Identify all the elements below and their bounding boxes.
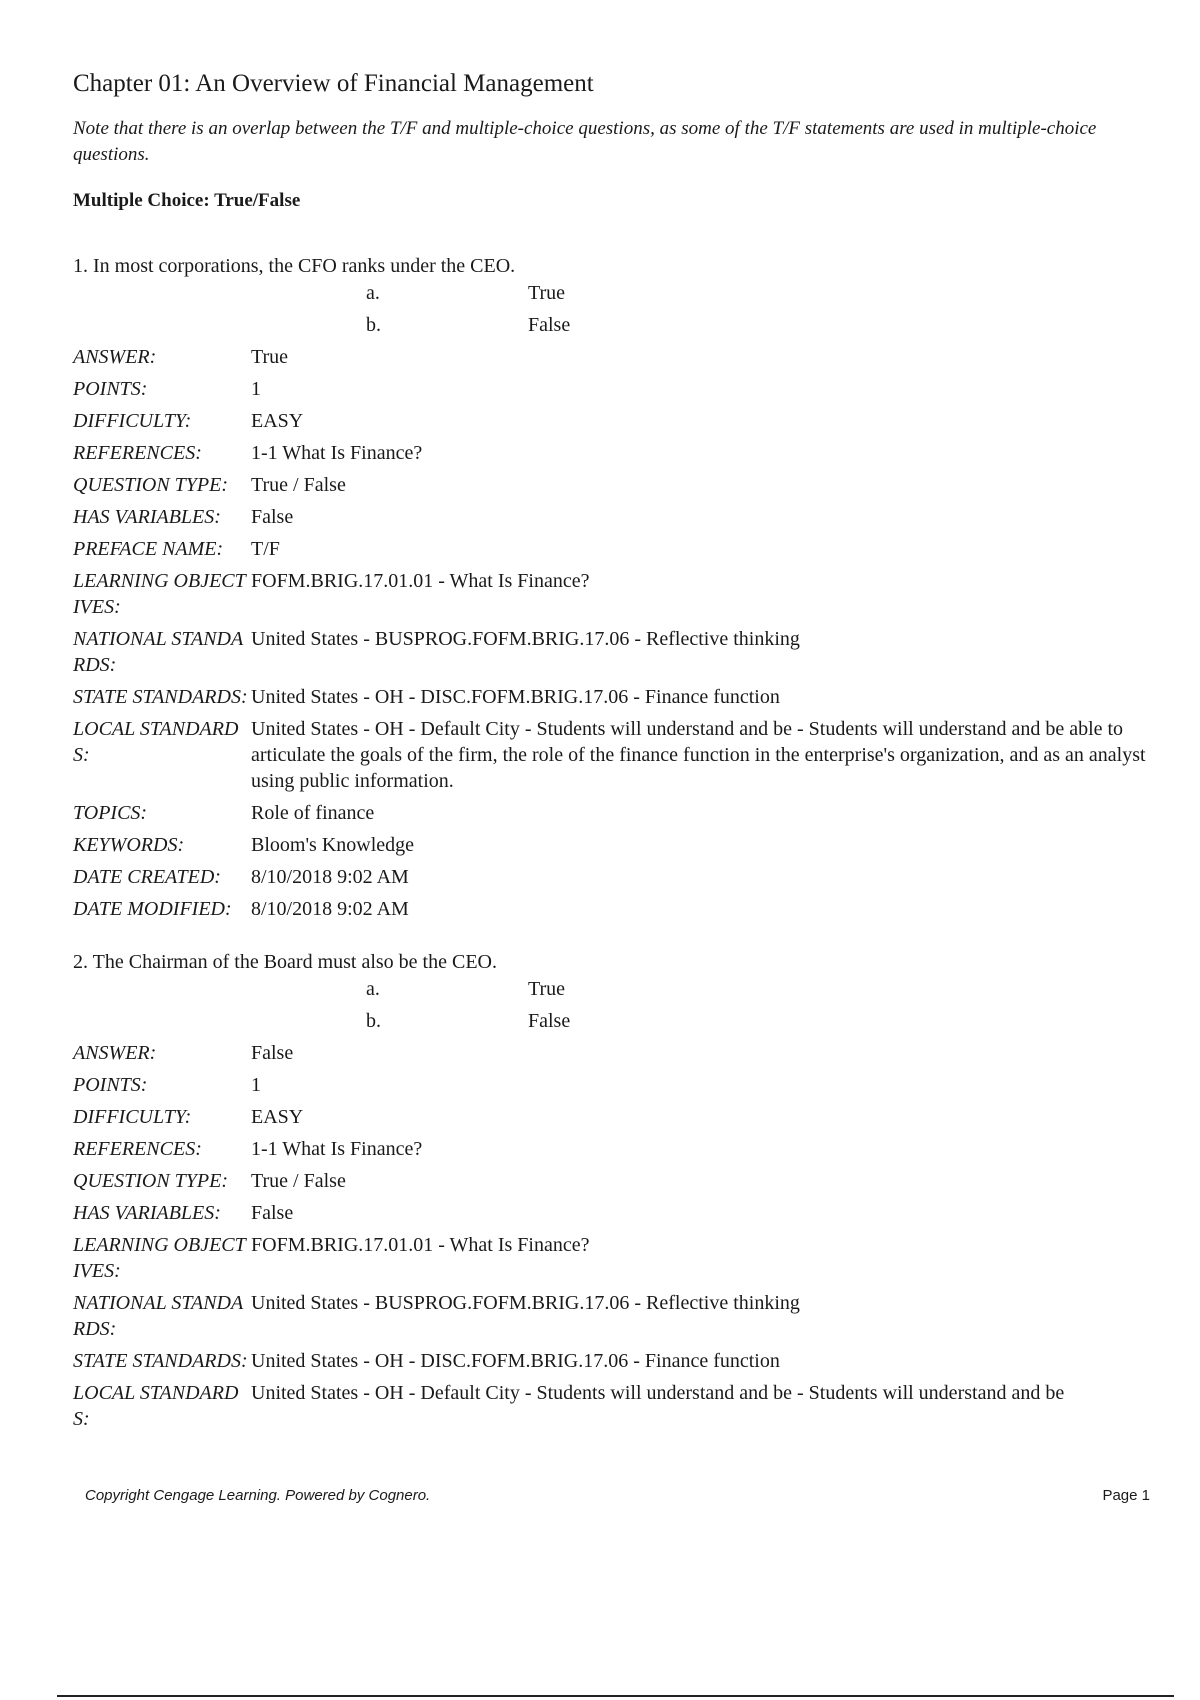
metadata-row [73,832,1153,858]
metadata-value: United States - OH - Default City - Students will understand and be - Students will understand and be [251,1382,1065,1404]
metadata-label: LEARNING OBJECTIVES: [73,1234,246,1282]
metadata-row [73,1104,1153,1130]
question-text: 2. The Chairman of the Board must also be the CEO. [73,951,497,973]
metadata-label: TOPICS: [73,802,148,824]
metadata-label: REFERENCES: [73,442,202,464]
metadata-value: True / False [251,1170,346,1192]
metadata-row [73,440,1153,466]
answer-choice [73,1008,1153,1040]
metadata-value: EASY [251,410,304,432]
metadata-row [73,408,1153,434]
metadata-value: United States - OH - DISC.FOFM.BRIG.17.06 - Finance function [251,1350,780,1372]
metadata-row [73,344,1153,370]
choice-text: False [528,1010,571,1032]
metadata-value: 1-1 What Is Finance? [251,1138,423,1160]
metadata-row [73,376,1153,402]
metadata-value: United States - OH - DISC.FOFM.BRIG.17.06 - Finance function [251,686,780,708]
metadata-value: 1-1 What Is Finance? [251,442,423,464]
choice-letter: b. [366,314,381,336]
metadata-value: True [251,346,289,368]
metadata-value: False [251,1202,294,1224]
metadata-row [73,1200,1153,1226]
metadata-label: ANSWER: [73,1042,157,1064]
metadata-label: HAS VARIABLES: [73,506,221,528]
metadata-value: T/F [251,538,280,560]
answer-choice [73,976,1153,1008]
metadata-row [73,504,1153,530]
overlap-note: Note that there is an overlap between the T/F and multiple-choice questions, as some of the T/F statements are used in multiple-choice questions. [73,118,1097,165]
metadata-row [73,568,1153,620]
metadata-value: 1 [251,1074,261,1096]
metadata-label: STATE STANDARDS: [73,686,248,708]
metadata-value: FOFM.BRIG.17.01.01 - What Is Finance? [251,570,590,592]
choice-text: True [528,978,566,1000]
choice-letter: b. [366,1010,381,1032]
metadata-label: POINTS: [73,1074,148,1096]
bottom-rule [57,1695,1174,1697]
answer-choice [73,280,1153,312]
answer-choice [73,312,1153,344]
metadata-label: DIFFICULTY: [73,410,192,432]
metadata-value: EASY [251,1106,304,1128]
metadata-value: False [251,506,294,528]
metadata-label: LOCAL STANDARDS: [73,718,239,766]
metadata-label: STATE STANDARDS: [73,1350,248,1372]
metadata-row [73,536,1153,562]
question-block [73,252,1153,922]
question-text: 1. In most corporations, the CFO ranks under the CEO. [73,255,516,277]
metadata-row [73,800,1153,826]
metadata-label: DATE CREATED: [73,866,221,888]
copyright-text: Copyright Cengage Learning. Powered by Cognero. [85,1487,431,1504]
metadata-value: Role of finance [251,802,375,824]
choice-text: True [528,282,566,304]
metadata-value: FOFM.BRIG.17.01.01 - What Is Finance? [251,1234,590,1256]
metadata-label: PREFACE NAME: [73,538,224,560]
metadata-row [73,1136,1153,1162]
metadata-label: POINTS: [73,378,148,400]
metadata-label: DATE MODIFIED: [73,898,232,920]
metadata-label: KEYWORDS: [73,834,185,856]
metadata-row [73,864,1153,890]
choice-text: False [528,314,571,336]
metadata-row [73,1232,1153,1284]
metadata-value: United States - BUSPROG.FOFM.BRIG.17.06 - Reflective thinking [251,628,800,650]
metadata-row [73,626,1153,678]
metadata-label: QUESTION TYPE: [73,474,229,496]
metadata-value: Bloom's Knowledge [251,834,415,856]
metadata-label: REFERENCES: [73,1138,202,1160]
metadata-label: QUESTION TYPE: [73,1170,229,1192]
metadata-label: LEARNING OBJECTIVES: [73,570,246,618]
question-list [73,252,1153,1432]
metadata-value: 1 [251,378,261,400]
document-page [73,70,1153,1458]
metadata-row [73,1040,1153,1066]
metadata-label: LOCAL STANDARDS: [73,1382,239,1430]
metadata-row [73,1072,1153,1098]
metadata-value: 8/10/2018 9:02 AM [251,898,409,920]
metadata-label: DIFFICULTY: [73,1106,192,1128]
choice-letter: a. [366,282,380,304]
metadata-row [73,716,1153,794]
metadata-value: True / False [251,474,346,496]
section-heading: Multiple Choice: True/False [73,190,301,211]
choice-letter: a. [366,978,380,1000]
metadata-row [73,684,1153,710]
metadata-label: HAS VARIABLES: [73,1202,221,1224]
metadata-label: NATIONAL STANDARDS: [73,1292,244,1340]
metadata-label: NATIONAL STANDARDS: [73,628,244,676]
metadata-label: ANSWER: [73,346,157,368]
metadata-row [73,1380,1153,1432]
metadata-value: United States - OH - Default City - Students will understand and be - Students will understand and be able to articulate the goals of the firm, the role of the finance function in the enterprise's organization, and as an analyst using public information. [251,718,1146,792]
question-block [73,948,1153,1432]
metadata-value: False [251,1042,294,1064]
metadata-value: United States - BUSPROG.FOFM.BRIG.17.06 - Reflective thinking [251,1292,800,1314]
page-number: Page 1 [1102,1487,1150,1504]
page-title: Chapter 01: An Overview of Financial Management [73,70,594,97]
metadata-row [73,1348,1153,1374]
metadata-value: 8/10/2018 9:02 AM [251,866,409,888]
metadata-row [73,1168,1153,1194]
metadata-row [73,472,1153,498]
metadata-row [73,896,1153,922]
metadata-row [73,1290,1153,1342]
